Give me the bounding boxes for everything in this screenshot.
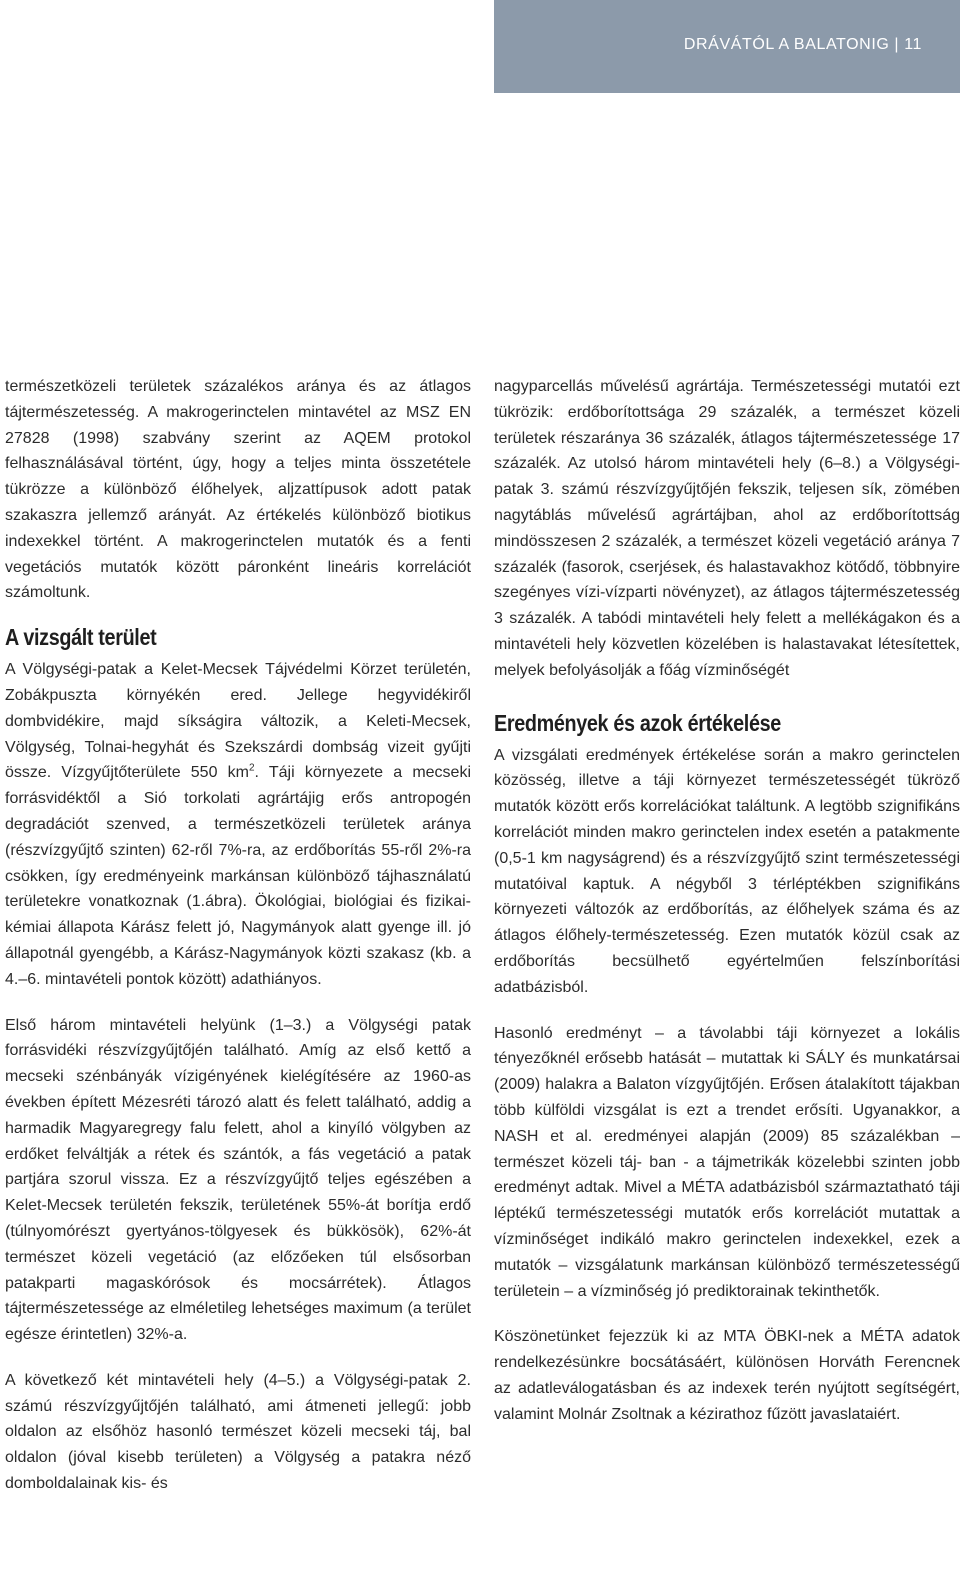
study-area-text-part-1: A Völgységi-patak a Kelet-Mecsek Tájvédelmi Körzet területén, Zobákpuszta környékén ered. Jellege hegyvidékiről dombvidékire, majd síkságira változik, a Keleti-Mecsek, Völgység, Tolnai-hegyhát és Szekszárdi dombság vizeit gyűjti össze. Vízgyűjtőterülete 550 km [5,661,471,782]
acknowledgements-paragraph: Köszönetünket fejezzük ki az MTA ÖBKI-nek a MÉTA adatok rendelkezésünkre bocsátásáért, különösen Horváth Ferencnek az adatleválogatásban és az indexek terén nyújtott segítségért, valamint Molnár Zsoltnak a kézirathoz fűzött javaslataiért. [494,1328,960,1423]
sampling-sites-continued-paragraph: nagyparcellás művelésű agrártája. Természetességi mutatói ezt tükrözik: erdőborítottsága 29 százalék, a természet közeli területek részaránya 36 százalék, átlagos tájtermészetessége 17 százalék. Az utolsó három mintavételi hely (6–8.) a Völgységi-patak 3. számú részvízgyűjtőjén fekszik, teljesen sík, zömében nagytáblás művelésű agrártájban, ahol az erdőborítottság mindösszesen 2 százalék, a természet közeli vegetáció aránya 7 százalék (fasorok, cserjések, és halastavakhoz kötődő, többnyire szegényes vízi-vízparti növényzet), az átlagos tájtermészetesség 3 százalék. A tabódi mintavételi hely felett a mellékágakon és a mintavételi hely közvetlen közelében is halastavakat létesítettek, melyek befolyásolják a főág vízminőségét [494,378,960,679]
running-header [684,36,922,54]
header-separator: | [894,36,900,53]
sampling-sites-4-5-paragraph: A következő két mintavételi hely (4–5.) a Völgységi-patak 2. számú részvízgyűjtőjén található, ami átmeneti jellegű: jobb oldalon az elsőhöz hasonló természet közeli mecseki táj, bal oldalon (jóval kisebb területen) a Völgység a patakra néző domboldalainak kis- és [5,1371,471,1493]
study-area-paragraph [5,657,471,992]
page-number: 11 [904,36,922,53]
section-heading-results: Eredmények és azok értékelése [494,709,781,736]
sampling-sites-1-3-paragraph: Első három mintavételi helyünk (1–3.) a Völgységi patak forrásvidéki részvízgyűjtőjén található. Amíg az első kettő a mecseki szénbányák vízigényének kielégítésére az 1960-as években épített Mézesréti tározó alatt és felett található, addig a harmadik Magyaregregy falu felett, ahol a kinyíló völgyben az erdőket felváltják a rétek és szántók, a fás vegetáció a patak partjára szorul vissza. Ez a részvízgyűjtő teljes egészében a Kelet-Mecsek területén fekszik, területének 55%-át borítja erdő (túlnyomórészt gyertyános-tölgyesek és bükkösök), 62%-át természet közeli vegetáció (az előzőeken túl elsősorban patakparti magaskórósok és mocsárrétek). Átlagos tájtermészetessége az elméletileg lehetséges maximum (a terület egésze érintetlen) 32%-a. [5,1016,471,1344]
methods-paragraph-end: természetközeli területek százalékos aránya és az átlagos tájtermészetesség. A makrogerinctelen mintavétel az MSZ EN 27828 (1998) szabvány szerint az AQEM protokol felhasználásával történt, úgy, hogy a teljes minta összetétele tükrözze a különböző élőhelyek, aljzattípusok adott patak szakaszra jellemző arányát. Az értékelés különböző biotikus indexekkel történt. A makrogerinctelen mutatók és a fenti vegetációs mutatók között páronként lineáris korrelációt számoltunk. [5,378,471,602]
running-title: DRÁVÁTÓL A BALATONIG [683,36,890,53]
right-column [494,374,960,1427]
section-heading-study-area: A vizsgált terület [5,624,157,651]
study-area-text-part-2: . Táji környezete a mecseki forrásvidéktől a Sió torkolati agrártájig erős antropogén degradációt szenved, a természetközeli területek aránya (részvízgyűjtő szinten) 62-ről 7%-ra, az erdőborítás 55-ről 2%-ra csökken, így eredményeink markánsan különböző tájhasználatú területekre vonatkoznak (1.ábra). Ökológiai, biológiai és fizikai-kémiai állapota Kárász felett jó, Nagymányok alatt gyenge ill. jó állapotnál gyengébb, a Kárász-Nagymányok közti szakasz (kb. a 4.–6. mintavételi pontok között) adathiányos. [5,764,472,988]
results-paragraph: A vizsgálati eredmények értékelése során a makro gerinctelen közösség, illetve a táji környezet természetességét tükröző mutatók között erős korrelációkat találtunk. A legtöbb szignifikáns korrelációt minden makro gerinctelen index esetén a patakmente (0,5-1 km nagyságrend) és a részvízgyűjtő szint természetességi mutatóival kaptuk. A négyből 3 térléptékben szignifikáns környezeti változók az erdőborítás, az élőhelyek száma és az átlagos élőhely-természetesség. Ezen mutatók közül csak az erdőborítás becsülhető egyértelműen felszínborítási adatbázisból. [494,746,960,996]
discussion-paragraph: Hasonló eredményt – a távolabbi táji környezet a lokális tényezőknél erősebb hatását – mutattak ki SÁLY és munkatársai (2009) halakra a Balaton vízgyűjtőjén. Erősen átalakított tájakban több külföldi vizsgálat is ezt a trendet erősíti. Ugyanakkor, a NASH et al. eredményei alapján (2009) 85 százalékban – természet közeli táj- ban - a tájmetrikák közelebbi szinten jobb eredményt adtak. Mivel a MÉTA adatbázisból származtatható táji léptékű természetességi mutatók erős korrelációt mutattak a vízminőséget indikáló makro gerinctelen indexekkel, ezek a mutatók – vizsgálatunk markánsan különböző természetességű területein – a vízminőség jó prediktorainak tekinthetők. [494,1024,960,1300]
left-column [5,374,471,1497]
running-header-band [494,0,960,93]
area-unit-superscript: 2 [248,763,255,775]
